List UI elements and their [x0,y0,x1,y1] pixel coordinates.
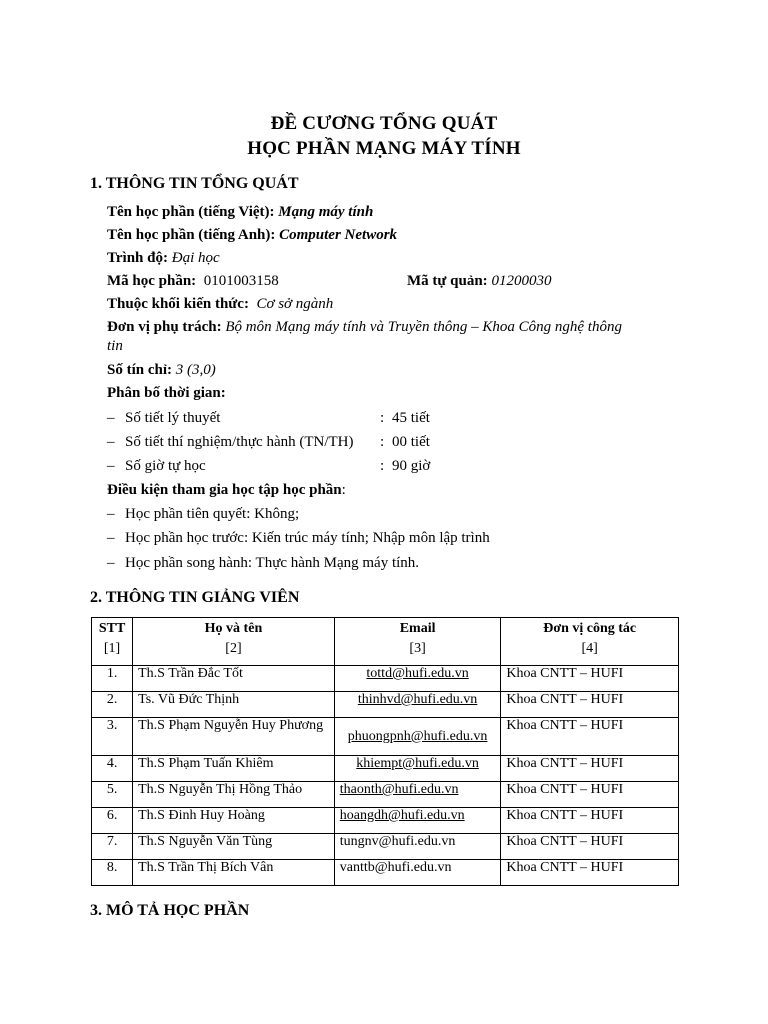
time-item: – Số tiết lý thuyết : 45 tiết [107,410,430,426]
document-subtitle: HỌC PHẦN MẠNG MÁY TÍNH [247,138,521,159]
column-header-email: Email [3] [334,618,501,666]
course-level: Trình độ: Đại học [107,250,220,266]
column-header-stt: STT [1] [92,618,133,666]
self-managed-code: Mã tự quản: 01200030 [407,273,552,289]
email-link[interactable]: tungnv@hufi.edu.vn [339,834,456,849]
table-row: 6. Th.S Đinh Huy Hoàng hoangdh@hufi.edu.vn Khoa CNTT – HUFI [92,808,679,834]
email-link[interactable]: khiempt@hufi.edu.vn [356,756,479,771]
time-item: – Số giờ tự học : 90 giờ [107,458,431,474]
lecturer-table [91,617,679,886]
table-row: 2. Ts. Vũ Đức Thịnh thinhvd@hufi.edu.vn Khoa CNTT – HUFI [92,692,679,718]
table-row: 8. Th.S Trần Thị Bích Vân vanttb@hufi.edu.vn Khoa CNTT – HUFI [92,860,679,886]
section-general-info-heading: 1. THÔNG TIN TỔNG QUÁT [90,175,299,192]
prerequisite-label: Điều kiện tham gia học tập học phần: [107,482,346,498]
credits: Số tín chỉ: 3 (3,0) [107,362,216,378]
email-link[interactable]: hoangdh@hufi.edu.vn [339,808,465,823]
responsible-unit-cont: tin [107,338,123,354]
table-row: 1. Th.S Trần Đắc Tốt tottd@hufi.edu.vn Khoa CNTT – HUFI [92,666,679,692]
table-row: 5. Th.S Nguyễn Thị Hồng Thảo thaonth@hufi.edu.vn Khoa CNTT – HUFI [92,782,679,808]
time-allocation-label: Phân bố thời gian: [107,385,226,401]
table-row: 4. Th.S Phạm Tuấn Khiêm khiempt@hufi.edu.vn Khoa CNTT – HUFI [92,756,679,782]
course-code: Mã học phần: 0101003158 [107,273,279,289]
section-lecturer-heading: 2. THÔNG TIN GIẢNG VIÊN [90,589,300,606]
document-title: ĐỀ CƯƠNG TỔNG QUÁT [270,113,498,134]
email-link[interactable]: phuongpnh@hufi.edu.vn [347,728,488,744]
prerequisite-item: – Học phần học trước: Kiến trúc máy tính; Nhập môn lập trình [107,530,490,546]
responsible-unit: Đơn vị phụ trách: Bộ môn Mạng máy tính và Truyền thông – Khoa Công nghệ thông [107,319,622,335]
time-item: – Số tiết thí nghiệm/thực hành (TN/TH) : 00 tiết [107,434,430,450]
table-row: 3. Th.S Phạm Nguyễn Huy Phương phuongpnh@hufi.edu.vn Khoa CNTT – HUFI [92,718,679,756]
email-link[interactable]: vanttb@hufi.edu.vn [339,860,452,875]
course-name-vi: Tên học phần (tiếng Việt): Mạng máy tính [107,204,374,220]
table-row: 7. Th.S Nguyễn Văn Tùng tungnv@hufi.edu.vn Khoa CNTT – HUFI [92,834,679,860]
column-header-unit: Đơn vị công tác [4] [501,618,679,666]
knowledge-block: Thuộc khối kiến thức: Cơ sở ngành [107,296,334,312]
table-header-row [92,618,679,666]
section-description-heading: 3. MÔ TẢ HỌC PHẦN [90,902,250,919]
email-link[interactable]: thaonth@hufi.edu.vn [339,782,459,797]
prerequisite-item: – Học phần tiên quyết: Không; [107,506,300,522]
column-header-name: Họ và tên [2] [133,618,335,666]
email-link[interactable]: tottd@hufi.edu.vn [366,666,469,681]
course-name-en: Tên học phần (tiếng Anh): Computer Network [107,227,398,243]
prerequisite-item: – Học phần song hành: Thực hành Mạng máy tính. [107,555,420,571]
email-link[interactable]: thinhvd@hufi.edu.vn [357,692,478,707]
